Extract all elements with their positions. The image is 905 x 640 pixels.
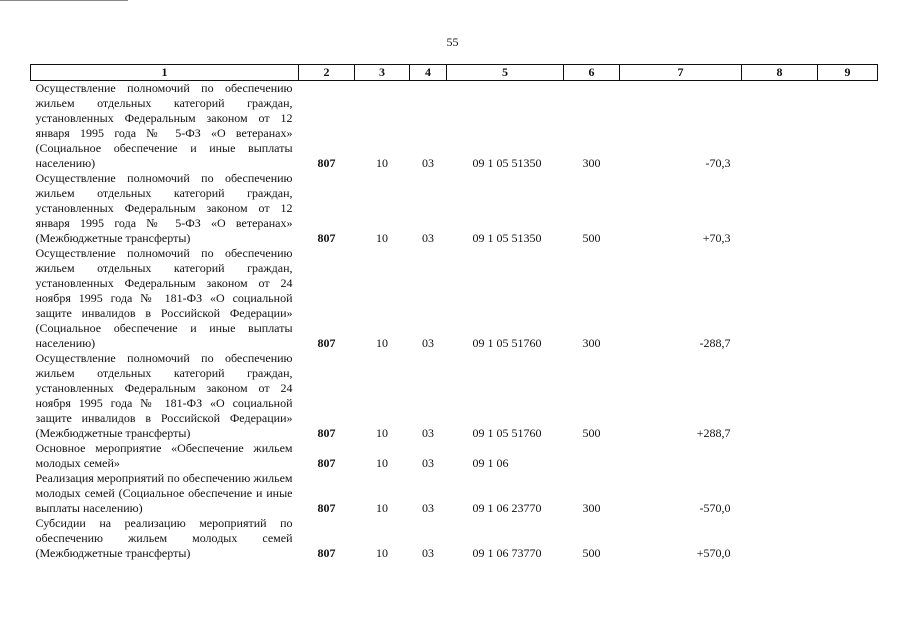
cell-col7: -70,3 [705,156,731,170]
row-description: Осуществление полномочий по обеспечению жильем отдельных категорий граждан, установленных Федеральным законом от 24 ноября 1995 года № 181-ФЗ «О социальной защите инвалидов в Российской Федерации» (Социальное обеспечение и иные выплаты населению) [35,246,293,350]
row-description: Осуществление полномочий по обеспечению жильем отдельных категорий граждан, установленных Федеральным законом от 12 января 1995 года № 5-ФЗ «О ветеранах» (Межбюджетные трансферты) [35,171,293,245]
cell-col8 [742,471,818,516]
cell-col6: 500 [582,546,601,560]
cell-col2: 807 [317,456,336,470]
column-header: 9 [818,65,878,81]
cell-col7: -288,7 [699,336,731,350]
cell-col4: 03 [422,231,434,245]
column-header: 7 [620,65,742,81]
cell-col9 [818,441,878,471]
table-row [31,471,878,516]
table-row [31,516,878,561]
cell-col6: 500 [582,426,601,440]
row-description: Основное мероприятие «Обеспечение жильем молодых семей» [35,441,293,470]
cell-col5: 09 1 05 51350 [472,231,542,245]
cell-col2: 807 [317,426,336,440]
cell-col7: +70,3 [702,231,731,245]
cell-col5: 09 1 05 51760 [472,426,542,440]
column-header: 1 [31,65,299,81]
row-description: Реализация мероприятий по обеспечению жильем молодых семей (Социальное обеспечение и иные выплаты населению) [35,471,293,515]
cell-col5: 09 1 06 23770 [472,501,542,515]
cell-col5: 09 1 05 51760 [472,336,542,350]
table-row [31,171,878,246]
table-row [31,246,878,351]
cell-col8 [742,171,818,246]
cell-col8 [742,516,818,561]
cell-col6: 300 [582,501,601,515]
header-row [31,65,878,81]
cell-col8 [742,81,818,172]
cell-col6: 300 [582,336,601,350]
cell-col2: 807 [317,156,336,170]
cell-col3: 10 [376,231,388,245]
cell-col7: -570,0 [699,501,731,515]
cell-col3: 10 [376,336,388,350]
cell-col2: 807 [317,231,336,245]
cell-col4: 03 [422,336,434,350]
column-header: 2 [299,65,355,81]
column-header: 6 [564,65,620,81]
page-number: 55 [446,35,459,49]
cell-col9 [818,516,878,561]
cell-col2: 807 [317,501,336,515]
cell-col9 [818,471,878,516]
table-row [31,351,878,441]
column-header: 4 [410,65,447,81]
cell-col3: 10 [376,456,388,470]
cell-col4: 03 [422,456,434,470]
cell-col4: 03 [422,156,434,170]
cell-col8 [742,246,818,351]
cell-col4: 03 [422,426,434,440]
cell-col7: +288,7 [696,426,731,440]
table-row [31,441,878,471]
cell-col8 [742,351,818,441]
cell-col7 [620,441,742,471]
row-description: Субсидии на реализацию мероприятий по обеспечению жильем молодых семей (Межбюджетные трансферты) [35,516,293,560]
cell-col9 [818,246,878,351]
cell-col6: 500 [582,231,601,245]
cell-col3: 10 [376,426,388,440]
cell-col3: 10 [376,501,388,515]
column-header: 8 [742,65,818,81]
cell-col5: 09 1 06 [472,456,509,470]
column-header: 3 [355,65,410,81]
cell-col9 [818,351,878,441]
cell-col6 [564,441,620,471]
row-description: Осуществление полномочий по обеспечению жильем отдельных категорий граждан, установленных Федеральным законом от 24 ноября 1995 года № 181-ФЗ «О социальной защите инвалидов в Российской Федерации» (Межбюджетные трансферты) [35,351,293,440]
table-row [31,81,878,172]
cell-col9 [818,81,878,172]
column-header: 5 [447,65,564,81]
cell-col7: +570,0 [696,546,731,560]
row-description: Осуществление полномочий по обеспечению жильем отдельных категорий граждан, установленных Федеральным законом от 12 января 1995 года № 5-ФЗ «О ветеранах» (Социальное обеспечение и иные выплаты населению) [35,81,293,170]
cell-col2: 807 [317,546,336,560]
budget-table [30,64,878,561]
cell-col9 [818,171,878,246]
cell-col2: 807 [317,336,336,350]
cell-col3: 10 [376,546,388,560]
cell-col6: 300 [582,156,601,170]
cell-col5: 09 1 06 73770 [472,546,542,560]
cell-col4: 03 [422,546,434,560]
cell-col4: 03 [422,501,434,515]
cell-col5: 09 1 05 51350 [472,156,542,170]
corner-scan-line [0,0,128,1]
cell-col3: 10 [376,156,388,170]
cell-col8 [742,441,818,471]
